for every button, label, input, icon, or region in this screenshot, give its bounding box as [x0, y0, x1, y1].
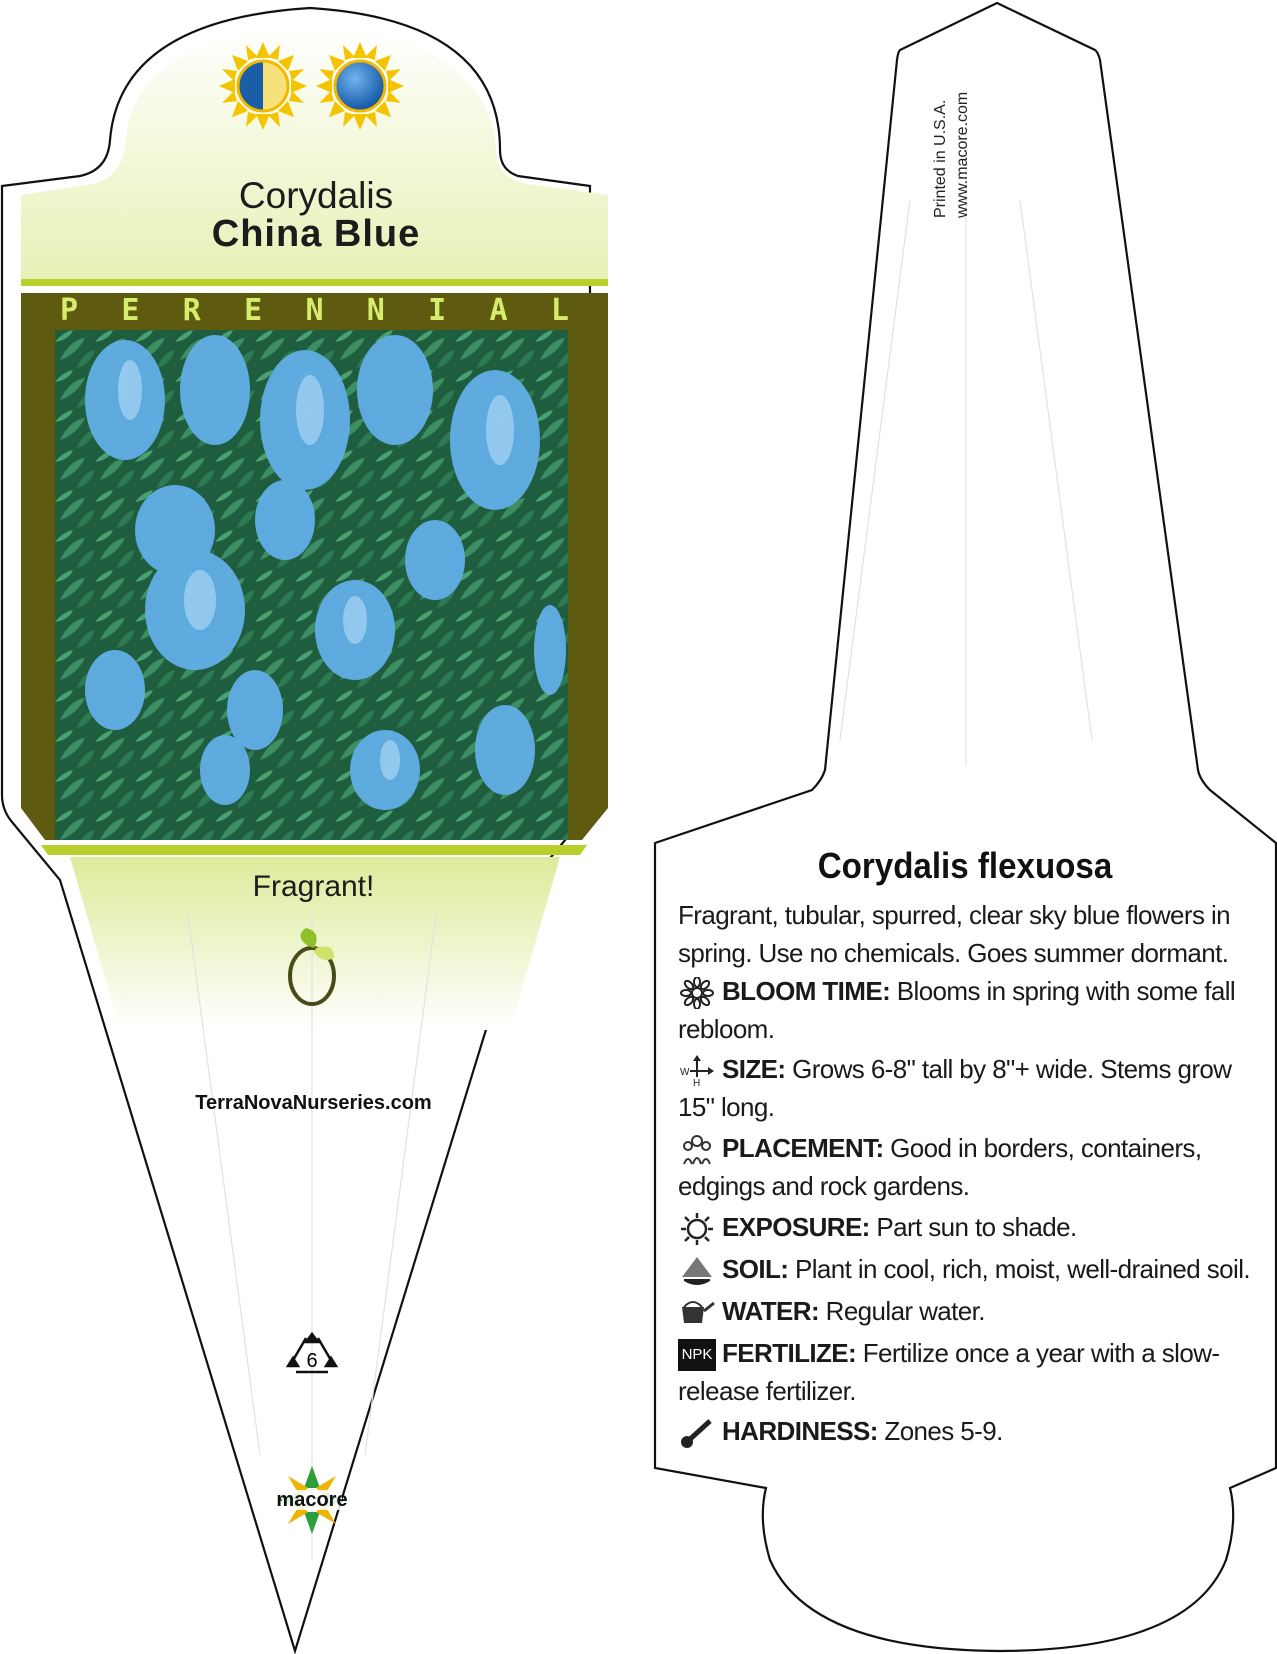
fertilize-label: FERTILIZE:	[722, 1338, 857, 1368]
water-text: Regular water.	[819, 1296, 985, 1326]
category-letter: E	[244, 293, 263, 328]
printed-country: Printed in U.S.A.	[932, 99, 949, 218]
category-letter: E	[121, 293, 140, 328]
brand-logo-text: macore	[276, 1489, 348, 1511]
thermometer-icon	[678, 1417, 716, 1449]
part-sun-icon	[219, 42, 307, 130]
recycle-number: 6	[306, 1350, 318, 1372]
watering-can-icon	[678, 1297, 716, 1329]
water-row	[678, 1292, 1268, 1330]
category-letter: N	[366, 293, 385, 328]
shade-icon	[316, 42, 404, 130]
exposure-text: Part sun to shade.	[869, 1212, 1077, 1242]
soil-row	[678, 1250, 1268, 1288]
feature-callout: Fragrant!	[252, 870, 375, 903]
sun-icon	[678, 1213, 716, 1245]
placement-row	[678, 1129, 1268, 1205]
plant-genus: Corydalis	[238, 175, 394, 216]
category-letter: L	[550, 293, 569, 328]
category-band	[21, 293, 608, 328]
botanical-name: Corydalis flexuosa	[817, 845, 1113, 886]
plant-photo	[55, 330, 568, 840]
category-letter: N	[305, 293, 324, 328]
category-letter: R	[182, 293, 201, 328]
soil-label: SOIL:	[722, 1254, 789, 1284]
fertilize-row	[678, 1334, 1268, 1410]
bloom-time-label: BLOOM TIME:	[722, 976, 891, 1006]
width-letter: W	[680, 1067, 689, 1079]
hardiness-label: HARDINESS:	[722, 1416, 878, 1446]
exposure-label: EXPOSURE:	[722, 1212, 870, 1242]
hardiness-row	[678, 1412, 1268, 1450]
soil-icon	[678, 1255, 716, 1287]
fertilize-text: Fertilize once a year with a slow-release fertilizer.	[678, 1338, 1220, 1406]
size-label: SIZE:	[722, 1054, 786, 1084]
flower-icon	[678, 977, 716, 1009]
hardiness-text: Zones 5-9.	[877, 1416, 1003, 1446]
description: Fragrant, tubular, spurred, clear sky blue flowers in spring. Use no chemicals. Goes summer dormant.	[678, 900, 1231, 968]
category-letter: A	[489, 293, 508, 328]
placement-icon	[678, 1134, 716, 1166]
printed-url: www.macore.com	[954, 91, 971, 218]
soil-text: Plant in cool, rich, moist, well-drained soil.	[788, 1254, 1251, 1284]
npk-icon: NPK	[678, 1339, 716, 1371]
printed-info	[930, 50, 1000, 220]
dimensions-icon	[678, 1055, 716, 1087]
category-letter: P	[60, 293, 79, 328]
size-row	[678, 1050, 1268, 1126]
water-label: WATER:	[722, 1296, 820, 1326]
plant-variety: China Blue	[211, 213, 421, 255]
bloom-time-text: Blooms in spring with some fall rebloom.	[678, 976, 1236, 1044]
bloom-time-row	[678, 972, 1268, 1048]
height-letter: H	[693, 1078, 700, 1088]
placement-text: Good in borders, containers, edgings and rock gardens.	[678, 1133, 1202, 1201]
category-letter: I	[428, 293, 447, 328]
size-text: Grows 6-8" tall by 8"+ wide. Stems grow 15" long.	[678, 1054, 1232, 1122]
placement-label: PLACEMENT:	[722, 1133, 884, 1163]
exposure-row	[678, 1208, 1268, 1246]
website-link[interactable]: TerraNovaNurseries.com	[195, 1092, 432, 1114]
